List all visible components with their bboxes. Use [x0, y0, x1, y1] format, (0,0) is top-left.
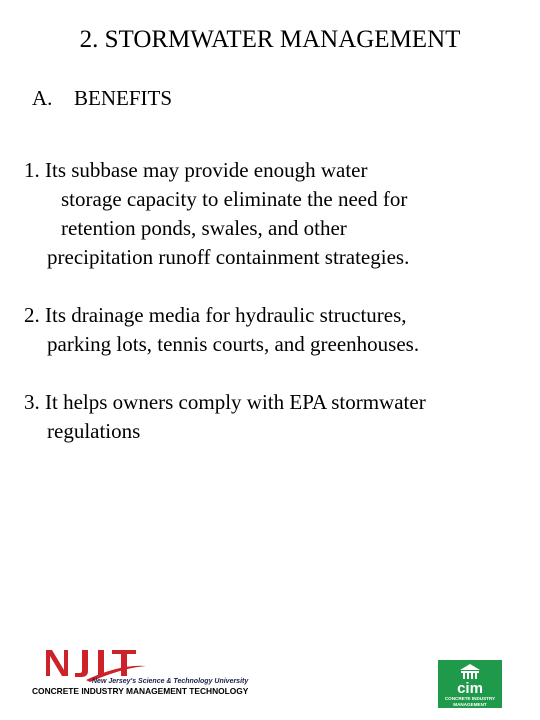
section-heading-text: BENEFITS — [74, 86, 173, 110]
cim-caption-line-2: MANAGEMENT — [453, 702, 487, 707]
cim-logo — [438, 660, 502, 708]
section-heading — [32, 84, 172, 112]
benefit-3-line-1: 3. It helps owners comply with EPA stormwater — [24, 390, 426, 414]
benefit-1-line-3: retention ponds, swales, and other — [61, 216, 347, 240]
benefit-3-line-2: regulations — [47, 419, 141, 443]
section-marker: A. — [32, 86, 53, 110]
njit-logo — [30, 644, 275, 700]
benefit-1-line-4: precipitation runoff containment strategies. — [47, 245, 410, 269]
njit-tagline: New Jersey's Science & Technology University — [92, 678, 249, 685]
benefit-2-line-2: parking lots, tennis courts, and greenhouses. — [47, 332, 420, 356]
cim-wordmark: cim — [457, 680, 483, 697]
benefit-1-line-1: 1. Its subbase may provide enough water — [24, 158, 368, 182]
cim-caption-line-1: CONCRETE INDUSTRY — [444, 696, 496, 701]
slide-title: 2. STORMWATER MANAGEMENT — [79, 26, 461, 53]
benefit-1-line-2: storage capacity to eliminate the need for — [61, 187, 408, 211]
njit-program-name: CONCRETE INDUSTRY MANAGEMENT TECHNOLOGY — [32, 686, 249, 696]
benefit-2-line-1: 2. Its drainage media for hydraulic structures, — [24, 303, 407, 327]
